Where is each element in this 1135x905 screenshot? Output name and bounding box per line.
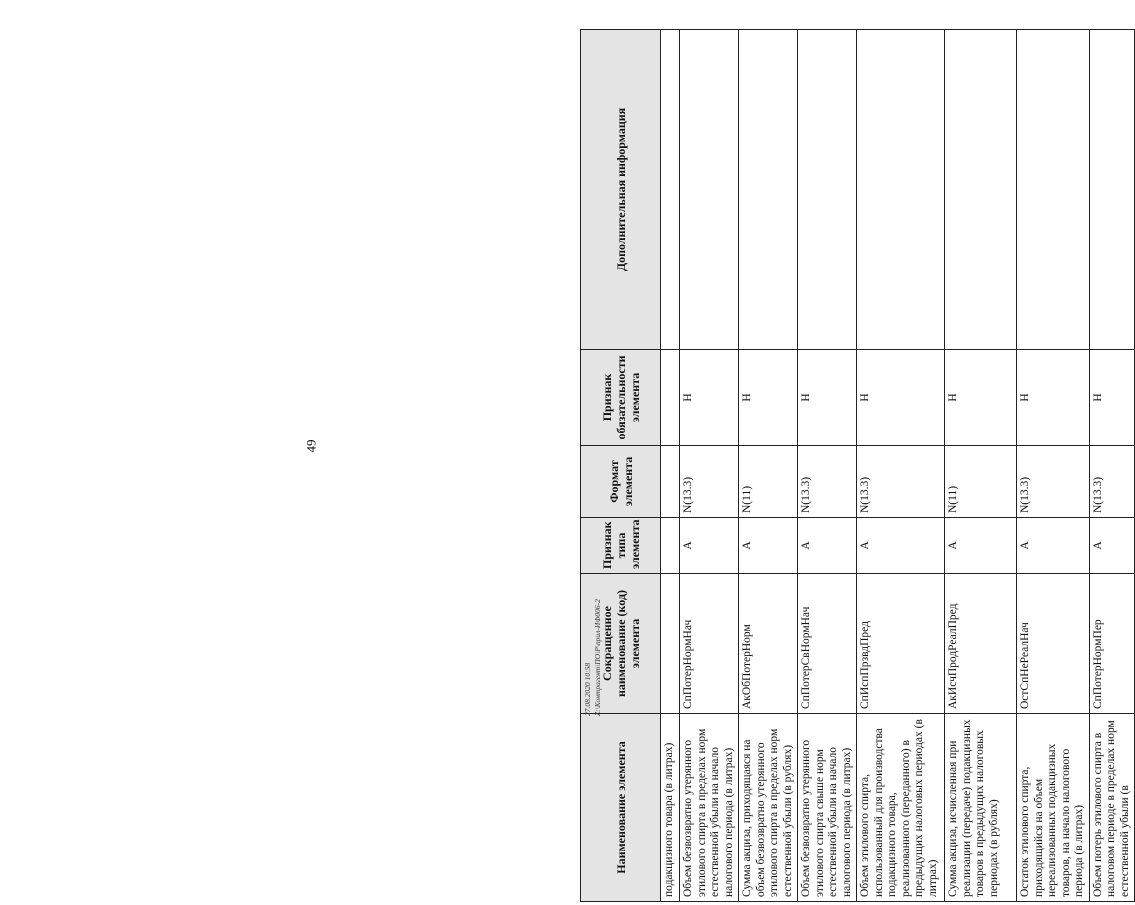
cell-required: Н	[680, 350, 739, 446]
cell-required: Н	[1017, 350, 1090, 446]
cell-extra	[739, 30, 798, 350]
header-format: Формат элемента	[581, 446, 661, 518]
cell-code: СпПотерНормНач	[680, 574, 739, 714]
cell-format: N(13.3)	[1089, 446, 1135, 518]
cell-name: Объем этилового спирта, использованный для производства подакцизного товара, реализованного (переданного) в предыдущих налоговых периодах (в литрах)	[857, 714, 945, 902]
header-code: Сокращенное наименование (код) элемента	[581, 574, 661, 714]
cell-required: Н	[857, 350, 945, 446]
table-row	[1017, 30, 1090, 902]
cell-code	[661, 574, 680, 714]
cell-extra	[945, 30, 1017, 350]
cell-format: N(11)	[739, 446, 798, 518]
page-number: 49	[303, 439, 319, 453]
cell-type	[661, 518, 680, 574]
table-row	[680, 30, 739, 902]
table-row	[798, 30, 857, 902]
cell-format: N(11)	[945, 446, 1017, 518]
document-footer	[583, 476, 611, 716]
cell-type: А	[945, 518, 1017, 574]
cell-format: N(13.3)	[680, 446, 739, 518]
cell-required: Н	[739, 350, 798, 446]
table-row	[857, 30, 945, 902]
cell-extra	[661, 30, 680, 350]
cell-required: Н	[945, 350, 1017, 446]
header-type: Признак типа элемента	[581, 518, 661, 574]
cell-code: АкОбПотерНорм	[739, 574, 798, 714]
cell-type: А	[739, 518, 798, 574]
cell-extra	[1089, 30, 1135, 350]
element-table	[580, 29, 1135, 902]
cell-required: Н	[798, 350, 857, 446]
table-row	[661, 30, 680, 902]
cell-extra	[1017, 30, 1090, 350]
cell-format: N(13.3)	[857, 446, 945, 518]
cell-name: подакцизного товара (в литрах)	[661, 714, 680, 902]
cell-name: Объем потерь этилового спирта в налоговом периоде в пределах норм естественной убыли (в	[1089, 714, 1135, 902]
cell-format	[661, 446, 680, 518]
header-extra: Дополнительная информация	[581, 30, 661, 350]
cell-extra	[798, 30, 857, 350]
cell-code: СпИспПрзвдПред	[857, 574, 945, 714]
table-header-row	[581, 30, 661, 902]
cell-type: А	[1017, 518, 1090, 574]
cell-type: А	[1089, 518, 1135, 574]
cell-format: N(13.3)	[798, 446, 857, 518]
cell-name: Объем безвозвратно утерянного этилового спирта в пределах норм естественной убыли на начало налогового периода (в литрах)	[680, 714, 739, 902]
cell-required	[661, 350, 680, 446]
footer-timestamp: 27.08.2020 10:58	[583, 662, 592, 716]
cell-name: Сумма акциза, приходящаяся на объем безвозвратно утерянного этилового спирта в пределах норм естественной убыли (в рублях)	[739, 714, 798, 902]
cell-type: А	[857, 518, 945, 574]
cell-required: Н	[1089, 350, 1135, 446]
cell-type: А	[798, 518, 857, 574]
cell-name: Объем безвозвратно утерянного этилового спирта свыше норм естественной убыли на начало налогового периода (в литрах)	[798, 714, 857, 902]
cell-extra	[857, 30, 945, 350]
header-name: Наименование элемента	[581, 714, 661, 902]
cell-name: Остаток этилового спирта, приходящийся на объем нереализованных подакцизных товаров, на начало налогового периода (в литрах)	[1017, 714, 1090, 902]
table-row	[945, 30, 1017, 902]
cell-code: СпПотерСвНормНач	[798, 574, 857, 714]
cell-type: А	[680, 518, 739, 574]
cell-name: Сумма акциза, исчисленная при реализации (передаче) подакцизных товаров в предыдущих налоговых периодах (в рублях)	[945, 714, 1017, 902]
cell-extra	[680, 30, 739, 350]
cell-code: СпПотерНормПер	[1089, 574, 1135, 714]
cell-code: ОстСпНеРеалНач	[1017, 574, 1090, 714]
table-row	[1089, 30, 1135, 902]
element-table-container	[580, 30, 1130, 902]
cell-format: N(13.3)	[1017, 446, 1090, 518]
table-row	[739, 30, 798, 902]
header-required: Признак обязательности элемента	[581, 350, 661, 446]
footer-file-path: Z:\Контрагент\ПО\Р\прил-ИФ006-2	[593, 599, 602, 716]
cell-code: АкИсчПродРеалПред	[945, 574, 1017, 714]
